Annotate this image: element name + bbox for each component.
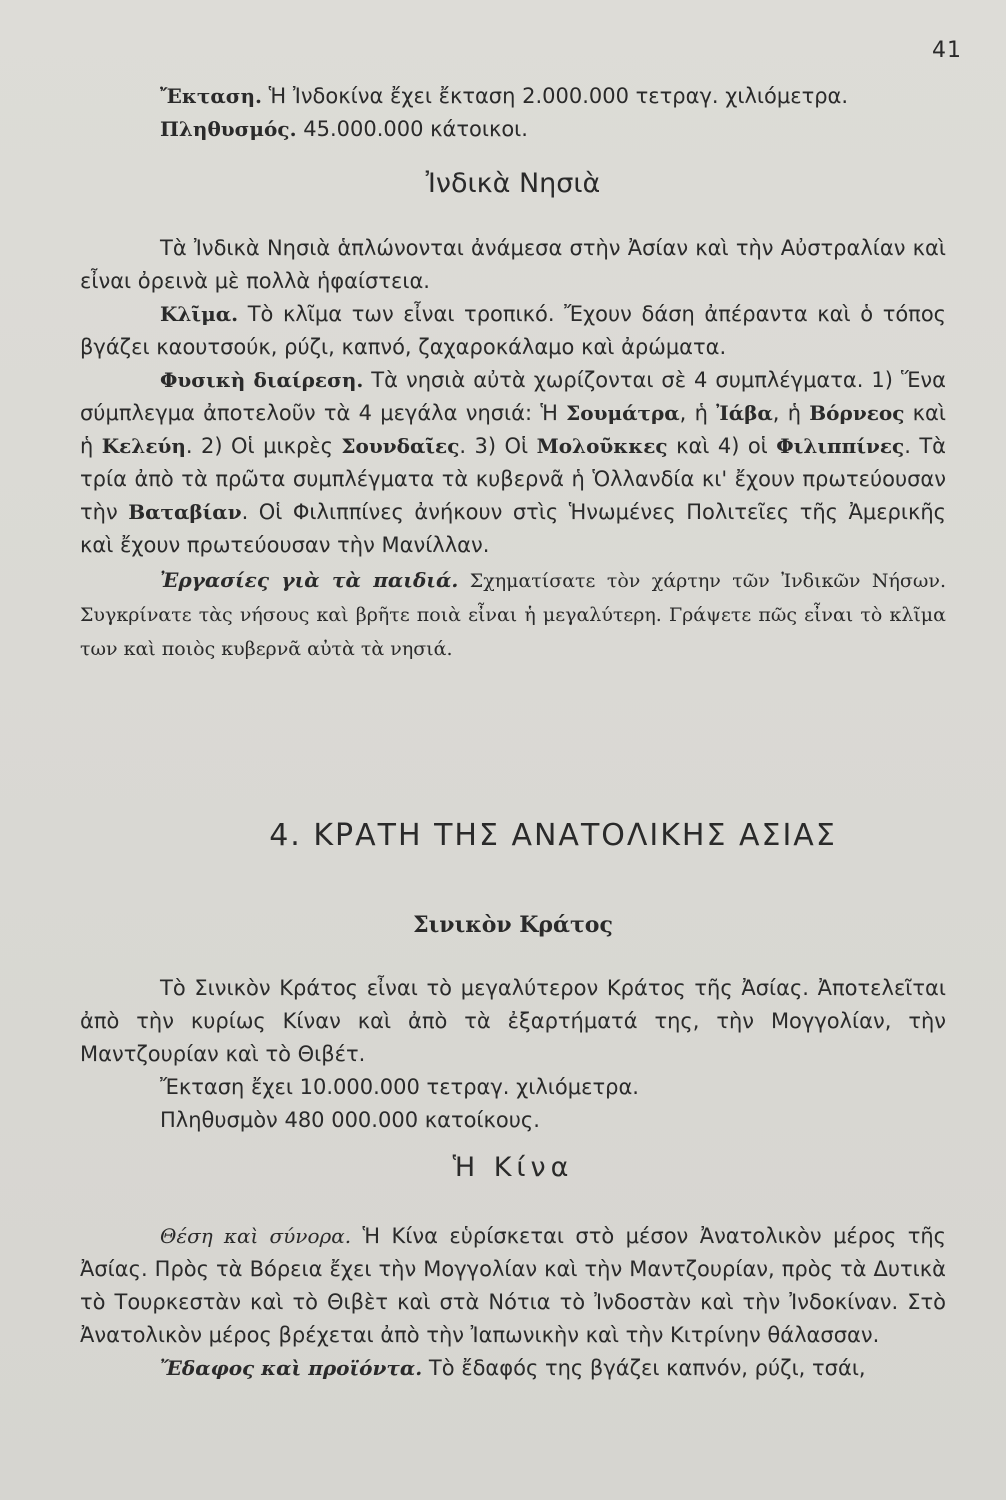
climate-label: Κλῖμα.	[160, 302, 239, 326]
sinikon-population: Πληθυσμὸν 480 000.000 κατοίκους.	[160, 1108, 540, 1132]
division-text-a: Τὰ νησιὰ αὐτὰ χωρίζονται σὲ 4 συμπλέγματα. 1) Ἕνα σύμπλεγμα ἀποτελοῦν τὰ 4 μεγάλα νησιά: Ἡ	[80, 368, 947, 425]
island-borneo: Βόρνεος	[809, 401, 905, 425]
group-philippines: Φιλιππίνες	[776, 434, 905, 458]
exercises-paragraph	[80, 564, 946, 666]
division-text-h: καὶ 4) οἱ	[667, 434, 777, 458]
section-heading-kina: Ἡ Κίνα	[452, 1152, 574, 1183]
position-paragraph	[80, 1220, 946, 1352]
position-label: Θέση καὶ σύνορα.	[160, 1224, 352, 1248]
soil-text: Τὸ ἔδαφός της βγάζει καπνόν, ρύζι, τσάι,	[422, 1356, 866, 1380]
island-celebes: Κελεύη	[101, 434, 186, 458]
division-text-e: καὶ ἡ	[80, 401, 946, 458]
page-number: 41	[932, 38, 962, 63]
division-paragraph	[80, 364, 946, 562]
kina-section	[80, 1220, 946, 1385]
indika-section	[80, 232, 946, 666]
island-sumatra: Σουμάτρα	[566, 401, 680, 425]
division-text-j: . Οἱ Φιλιππίνες ἀνήκουν στὶς Ἡνωμένες Πολιτεῖες τῆς Ἀμερικῆς καὶ ἔχουν πρωτεύουσαν τὴν Μανίλλαν.	[80, 500, 947, 557]
section-heading-indika: Ἰνδικὰ Νησιὰ	[425, 168, 601, 199]
sinikon-section	[80, 972, 946, 1137]
division-label: Φυσικὴ διαίρεση.	[160, 368, 364, 392]
exercises-label: Ἐργασίες γιὰ τὰ παιδιά.	[160, 568, 459, 592]
subheading-sinikon: Σινικὸν Κράτος	[413, 912, 613, 938]
division-text-g: . 3) Οἱ	[459, 434, 537, 458]
population-label: Πληθυσμός.	[160, 117, 297, 141]
climate-paragraph	[80, 298, 946, 364]
division-text-f: . 2) Οἱ μικρὲς	[185, 434, 342, 458]
soil-label: Ἔδαφος καὶ προϊόντα.	[160, 1356, 423, 1380]
capital-batavia: Βαταβίαν	[128, 500, 242, 524]
indochina-facts	[80, 80, 946, 146]
area-label: Ἔκταση.	[160, 84, 262, 108]
population-text: 45.000.000 κάτοικοι.	[296, 117, 528, 141]
climate-text: Τὸ κλῖμα των εἶναι τροπικό. Ἔχουν δάση ἀπέραντα καὶ ὁ τόπος βγάζει καουτσούκ, ρύζι, καπνό, ζαχαροκάλαμο καὶ ἀρώματα.	[80, 302, 946, 359]
sinikon-area: Ἔκταση ἔχει 10.000.000 τετραγ. χιλιόμετρα.	[160, 1075, 639, 1099]
soil-paragraph	[80, 1352, 946, 1385]
position-text: Ἡ Κίνα εὑρίσκεται στὸ μέσον Ἀνατολικὸν μέρος τῆς Ἀσίας. Πρὸς τὰ Βόρεια ἔχει τὴν Μογγολίαν καὶ τὴν Μαντζουρίαν, πρὸς τὰ Δυτικὰ τὸ Τουρκεστὰν καὶ τὸ Θιβὲτ καὶ στὰ Νότια τὸ Ἰνδοστὰν καὶ τὴν Ἰνδοκίναν. Στὸ Ἀνατολικὸν μέρος βρέχεται ἀπὸ τὴν Ἰαπωνικὴν καὶ τὴν Κιτρίνην θάλασσαν.	[80, 1224, 946, 1347]
area-line	[80, 80, 946, 113]
population-line	[80, 113, 946, 146]
division-text-d: , ἡ	[772, 401, 810, 425]
area-text: Ἡ Ἰνδοκίνα ἔχει ἔκταση 2.000.000 τετραγ. χιλιόμετρα.	[261, 84, 849, 108]
group-sunda: Σουνδαῖες	[341, 434, 460, 458]
division-text-i: . Τὰ τρία ἀπὸ τὰ πρῶτα συμπλέγματα τὰ κυβερνᾶ ἡ Ὁλλανδία κι' ἔχουν πρωτεύουσαν τὴν	[80, 434, 946, 524]
sinikon-intro: Τὸ Σινικὸν Κράτος εἶναι τὸ μεγαλύτερον Κράτος τῆς Ἀσίας. Ἀποτελεῖται ἀπὸ τὴν κυρίως Κίναν καὶ ἀπὸ τὰ ἐξαρτήματά της, τὴν Μογγολίαν, τὴν Μαντζουρίαν καὶ τὸ Θιβέτ.	[80, 976, 946, 1066]
exercises-text: Σχηματίσατε τὸν χάρτην τῶν Ἰνδικῶν Νήσων. Συγκρίνατε τὰς νήσους καὶ βρῆτε ποιὰ εἶναι ἡ μεγαλύτερη. Γράψετε πῶς εἶναι τὸ κλῖμα των καὶ ποιὸς κυβερνᾶ αὐτὰ τὰ νησιά.	[80, 570, 946, 660]
group-moluccas: Μολοῦκκες	[536, 434, 668, 458]
division-text-c: , ἡ	[679, 401, 717, 425]
chapter-heading: 4. ΚΡΑΤΗ ΤΗΣ ΑΝΑΤΟΛΙΚΗΣ ΑΣΙΑΣ	[269, 818, 837, 853]
indika-intro: Τὰ Ἰνδικὰ Νησιὰ ἁπλώνονται ἀνάμεσα στὴν Ἀσίαν καὶ τὴν Αὐστραλίαν καὶ εἶναι ὀρεινὰ μὲ πολλὰ ἡφαίστεια.	[80, 236, 946, 293]
island-java: Ἰάβα	[716, 401, 773, 425]
